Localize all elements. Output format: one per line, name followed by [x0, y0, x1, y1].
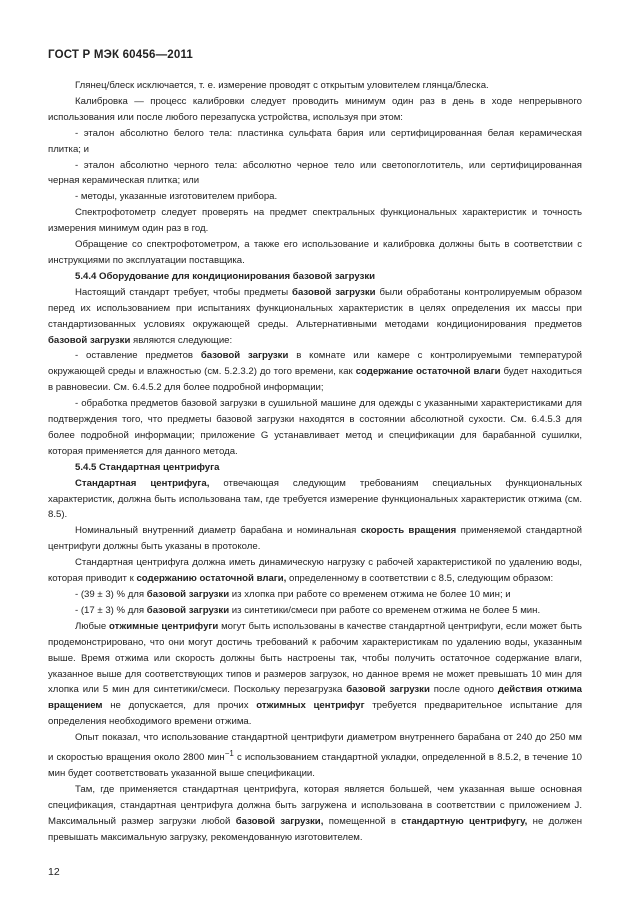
paragraph: Стандартная центрифуга должна иметь динамическую нагрузку с рабочей характеристикой по удалению воды, которая приводит к содержанию остаточной влаги, определенному в соответствии с 8.5, следующим образом: [48, 557, 582, 585]
list-item: - (39 ± 3) % для базовой загрузки из хлопка при работе со временем отжима не более 10 мин; и [75, 589, 511, 600]
list-item: - оставление предметов базовой загрузки в комнате или камере с контролируемыми температурой окружающей среды и влажностью (см. 5.2.3.2) до того времени, как содержание остаточной влаги будет находиться в равновесии. См. 6.4.5.2 для более подробной информации; [48, 350, 582, 394]
paragraph: Настоящий стандарт требует, чтобы предметы базовой загрузки были обработаны контролируемым образом перед их использованием при испытаниях функциональных характеристик в целях определения их массы при стандартизованных условиях окружающей среды. Альтернативными методами кондиционирования предметов базовой загрузки являются следующие: [48, 286, 583, 346]
paragraph: Глянец/блеск исключается, т. е. измерение проводят с открытым уловителем глянца/блеска. [75, 80, 489, 91]
paragraph: Обращение со спектрофотометром, а также его использование и калибровка должны быть в соответствии с инструкциями по эксплуатации поставщика. [48, 239, 582, 266]
paragraph: Спектрофотометр следует проверять на предмет спектральных функциональных характеристик и точность измерения минимум один раз в год. [48, 207, 582, 235]
section-heading-5-4-5: 5.4.5 Стандартная центрифуга [75, 461, 220, 473]
document-body [48, 78, 582, 846]
section-heading-5-4-4: 5.4.4 Оборудование для кондиционирования базовой загрузки [75, 270, 376, 282]
paragraph: Стандартная центрифуга, отвечающая следующим требованиям специальных функциональных характеристик, должна быть использована там, где требуется измерение функциональных характеристик отжима (см. 8.5). [48, 477, 583, 521]
document-header: ГОСТ Р МЭК 60456—2011 [48, 49, 194, 61]
page-number: 12 [48, 866, 60, 878]
paragraph: Там, где применяется стандартная центрифуга, которая является большей, чем указанная выше основная спецификация, стандартная центрифуга должна быть загружена и использована в соответствии с приложением J. Максимальный размер загрузки любой базовой загрузки, помещенной в стандартную центрифугу, не должен превышать максимальную загрузку, рекомендованную изготовителем. [48, 784, 582, 843]
paragraph: Калибровка — процесс калибровки следует проводить минимум один раз в день в ходе непрерывного использования или после любого перезапуска устройства, используя при этом: [48, 95, 582, 123]
paragraph: Любые отжимные центрифуги могут быть использованы в качестве стандартной центрифуги, если может быть продемонстрировано, что они могут достичь требований к рабочим характеристикам по удалению воды, указанным выше. Время отжима или скорость должны быть настроены так, чтобы получить остаточное содержание влаги, указанное выше для соответствующих типов и размеров загрузок, но данное время не может превышать 10 мин для хлопка или 5 мин для синтетики/смеси. Поскольку перезагрузка базовой загрузки после одного действия отжима вращением не допускается, для прочих отжимных центрифуг требуется предварительное испытание для определения необходимого времени отжима. [48, 620, 583, 728]
list-item: - методы, указанные изготовителем прибора. [75, 191, 278, 203]
list-item: - обработка предметов базовой загрузки в сушильной машине для одежды с указанными характеристиками для подтверждения того, что предметы базовой загрузки находятся в состоянии абсолютной сухости. См. 6.4.5.3 для более подробной информации; приложение G устанавливает метод и спецификации для барабанной сушилки, которая применяется для данного метода. [48, 398, 582, 457]
list-item: - эталон абсолютно черного тела: абсолютно черное тело или светопоглотитель, или сертифицированная черная керамическая плитка; или [48, 159, 582, 187]
paragraph: Опыт показал, что использование стандартной центрифуги диаметром внутреннего барабана от 240 до 250 мм и скоростью вращения около 2800 мин$^{-1}$ с использованием стандартной укладки, определенной в 8.5.2, в течение 10 мин будет соответствовать указанной выше спецификации. [48, 732, 582, 780]
list-item: - эталон абсолютно белого тела: пластинка сульфата бария или сертифицированная белая керамическая плитка; и [48, 127, 582, 155]
paragraph: Номинальный внутренний диаметр барабана и номинальная скорость вращения применяемой стандартной центрифуги должны быть указаны в протоколе. [48, 525, 583, 553]
list-item: - (17 ± 3) % для базовой загрузки из синтетики/смеси при работе со временем отжима не более 5 мин. [75, 604, 541, 616]
